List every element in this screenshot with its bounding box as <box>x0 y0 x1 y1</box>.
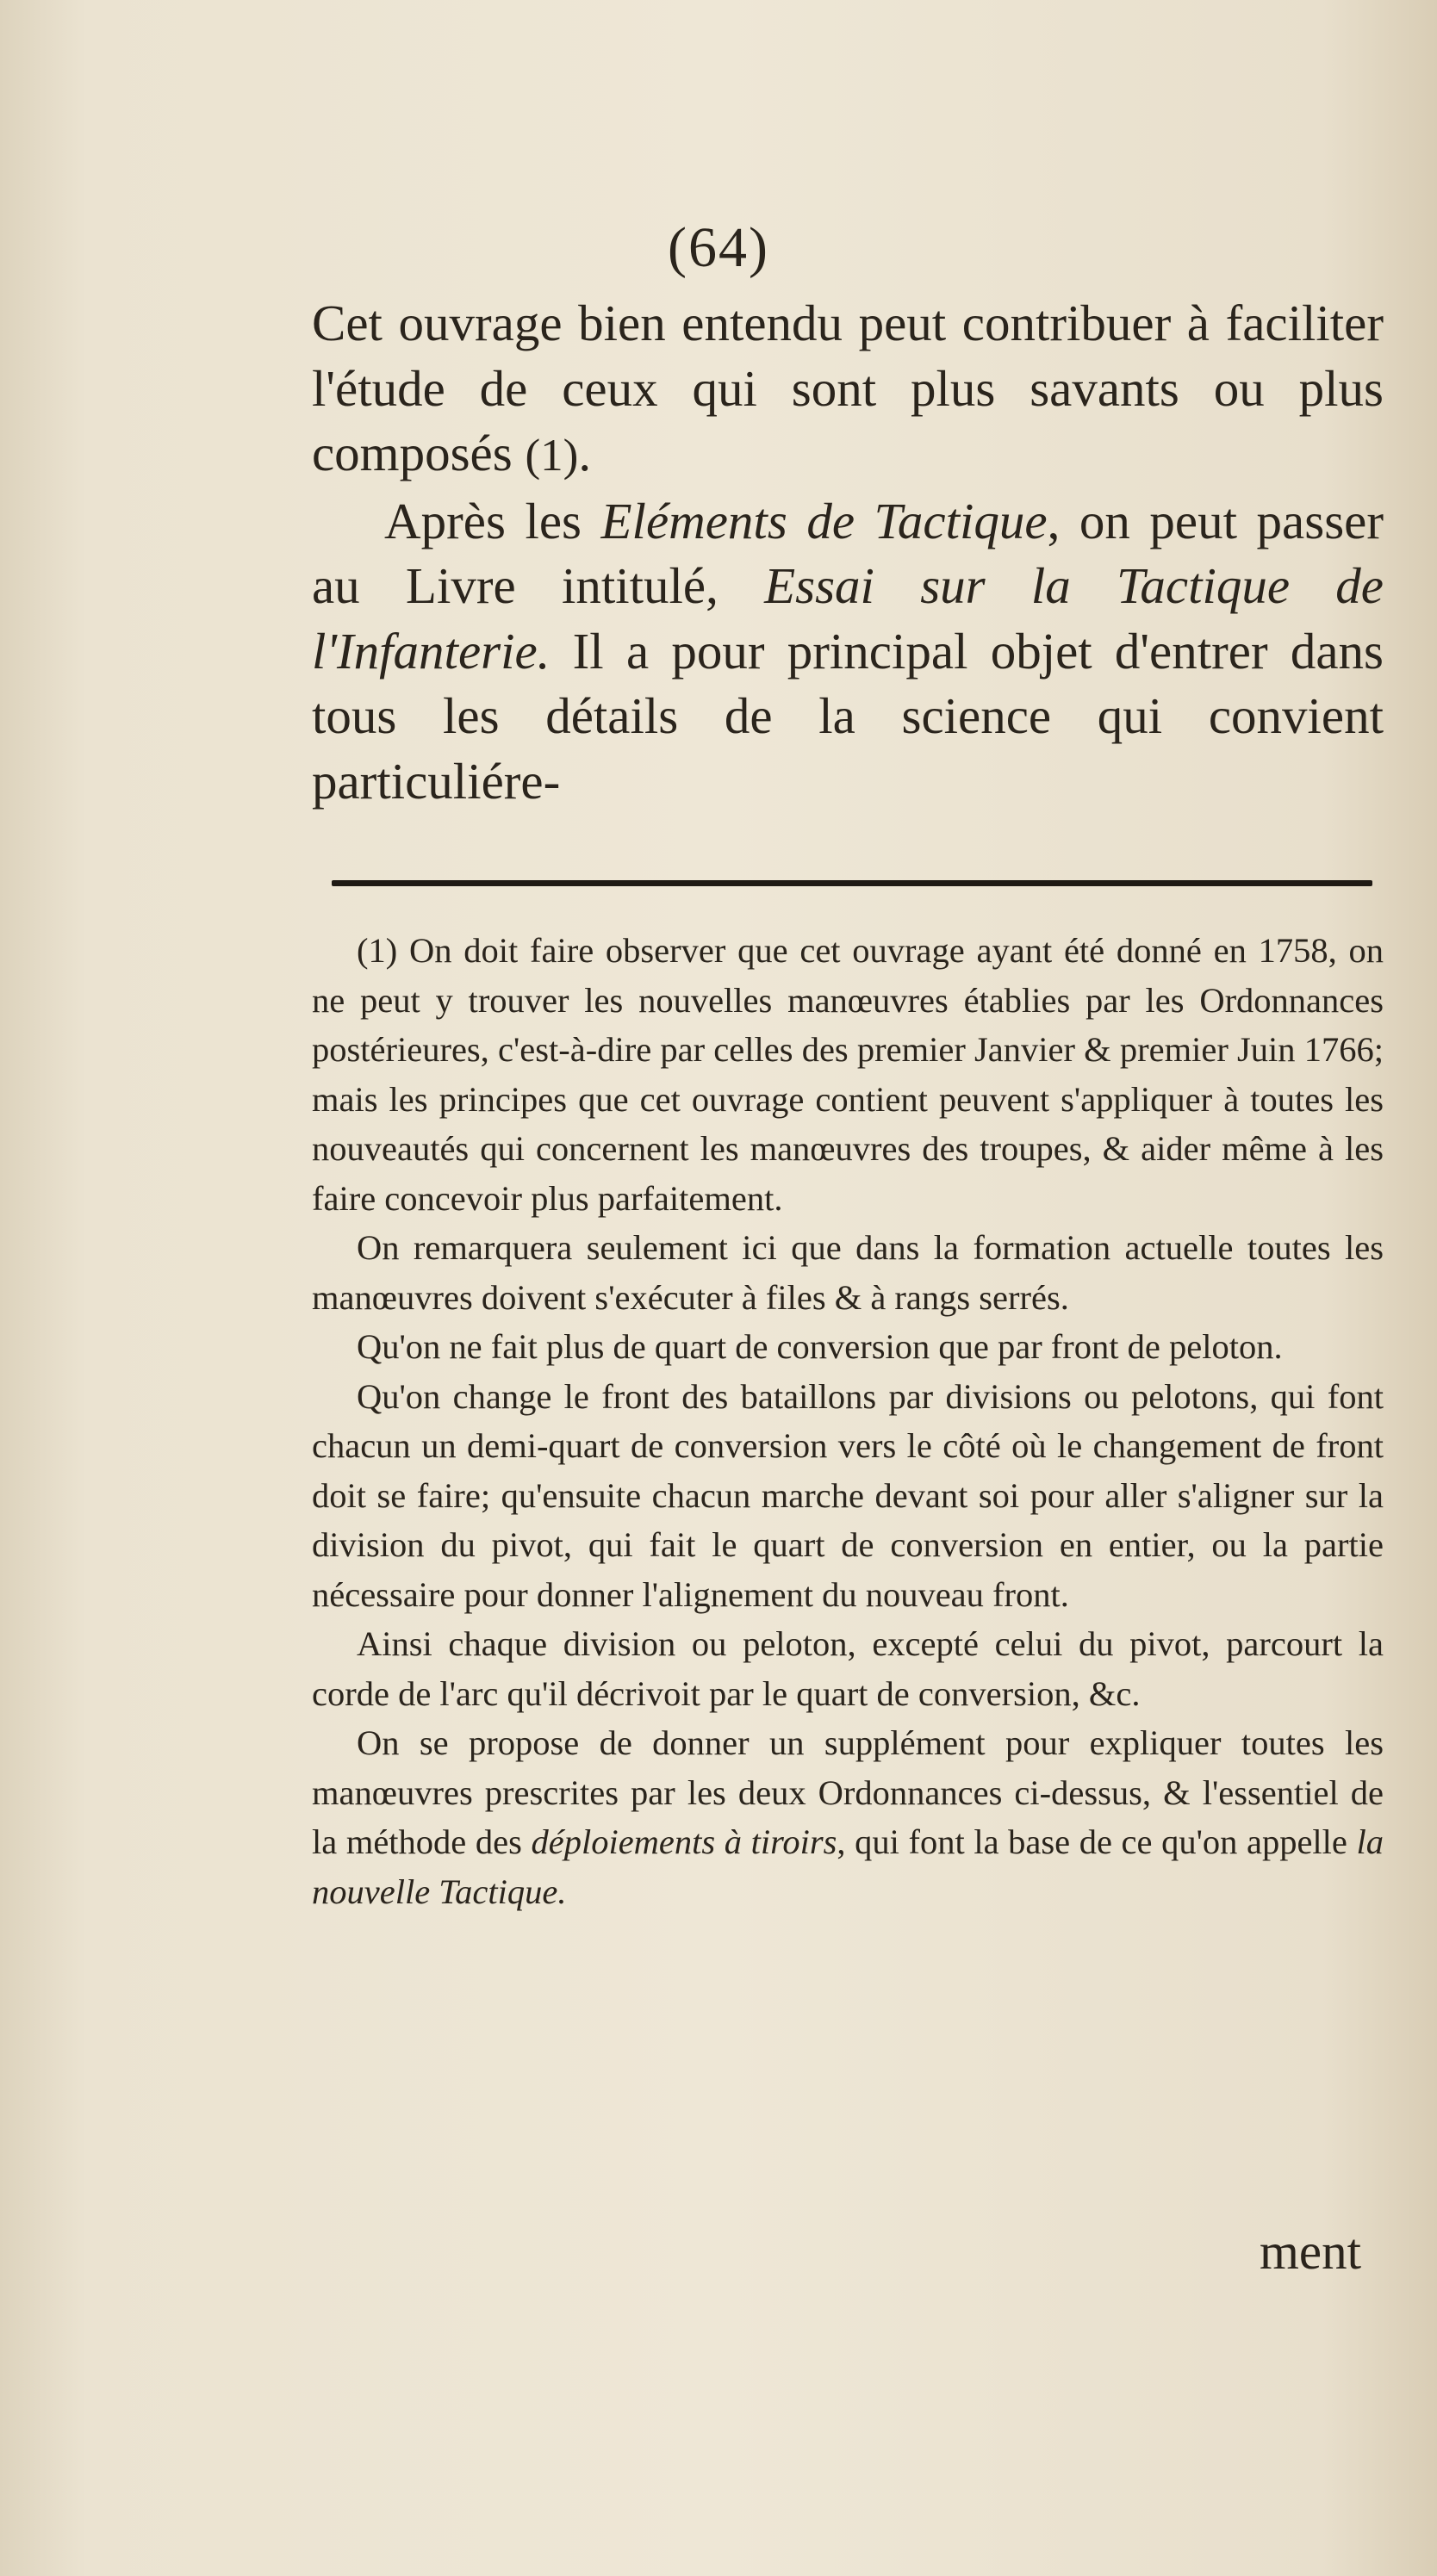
footnote <box>312 926 1384 1916</box>
footnote-paragraph: (1) On doit faire observer que cet ouvrage ayant été donné en 1758, on ne peut y trouver les nouvelles manœuvres établies par les Ordonnances postérieures, c'est-à-dire par celles des premier Janvier & premier Juin 1766; mais les principes que cet ouvrage contient peuvent s'appliquer à toutes les nouveautés qui concernent les manœuvres des troupes, & aider même à les faire concevoir plus parfaitement. <box>312 931 1384 1218</box>
footnote-paragraph: Qu'on change le front des bataillons par divisions ou pelotons, qui font chacun un demi-quart de conversion vers le côté où le changement de front doit se faire; qu'ensuite chacun marche devant soi pour aller s'aligner sur la division du pivot, qui fait le quart de conversion en entier, ou la partie nécessaire pour donner l'alignement du nouveau front. <box>312 1376 1384 1614</box>
footnote-paragraph: Ainsi chaque division ou peloton, excepté celui du pivot, parcourt la corde de l'arc qu'il décrivoit par le quart de conversion, &c. <box>312 1624 1384 1713</box>
footnote-separator-rule <box>332 880 1372 886</box>
book-title-elements-de-tactique: Eléments de Tactique <box>600 492 1048 549</box>
catchword: ment <box>1260 2223 1361 2280</box>
book-title-essai-sur-la-tactique: Essai sur la Tactique de l'Infanterie. <box>312 557 1384 680</box>
footnote-reference: (1) <box>525 431 579 481</box>
paragraph-2: Après les Eléments de Tactique, on peut passer au Livre intitulé, Essai sur la Tactique de l'Infanterie. Il a pour principal objet d'entrer dans tous les détails de la science qui convient particuliére- <box>312 492 1384 810</box>
paragraph-1: Cet ouvrage bien entendu peut contribuer à faciliter l'étude de ceux qui sont plus savants ou plus composés (1). <box>312 295 1384 481</box>
footnote-paragraph: On se propose de donner un supplément pour expliquer toutes les manœuvres prescrites par les deux Ordonnances ci-dessus, & l'essentiel de la méthode des déploiements à tiroirs, qui font la base de ce qu'on appelle la nouvelle Tactique. <box>312 1723 1384 1911</box>
footnote-paragraph: On remarquera seulement ici que dans la formation actuelle toutes les manœuvres doivent s'exécuter à files & à rangs serrés. <box>312 1228 1384 1317</box>
page-number: (64) <box>668 216 769 279</box>
main-text <box>312 291 1384 814</box>
footnote-paragraph: Qu'on ne fait plus de quart de conversion que par front de peloton. <box>357 1327 1283 1366</box>
